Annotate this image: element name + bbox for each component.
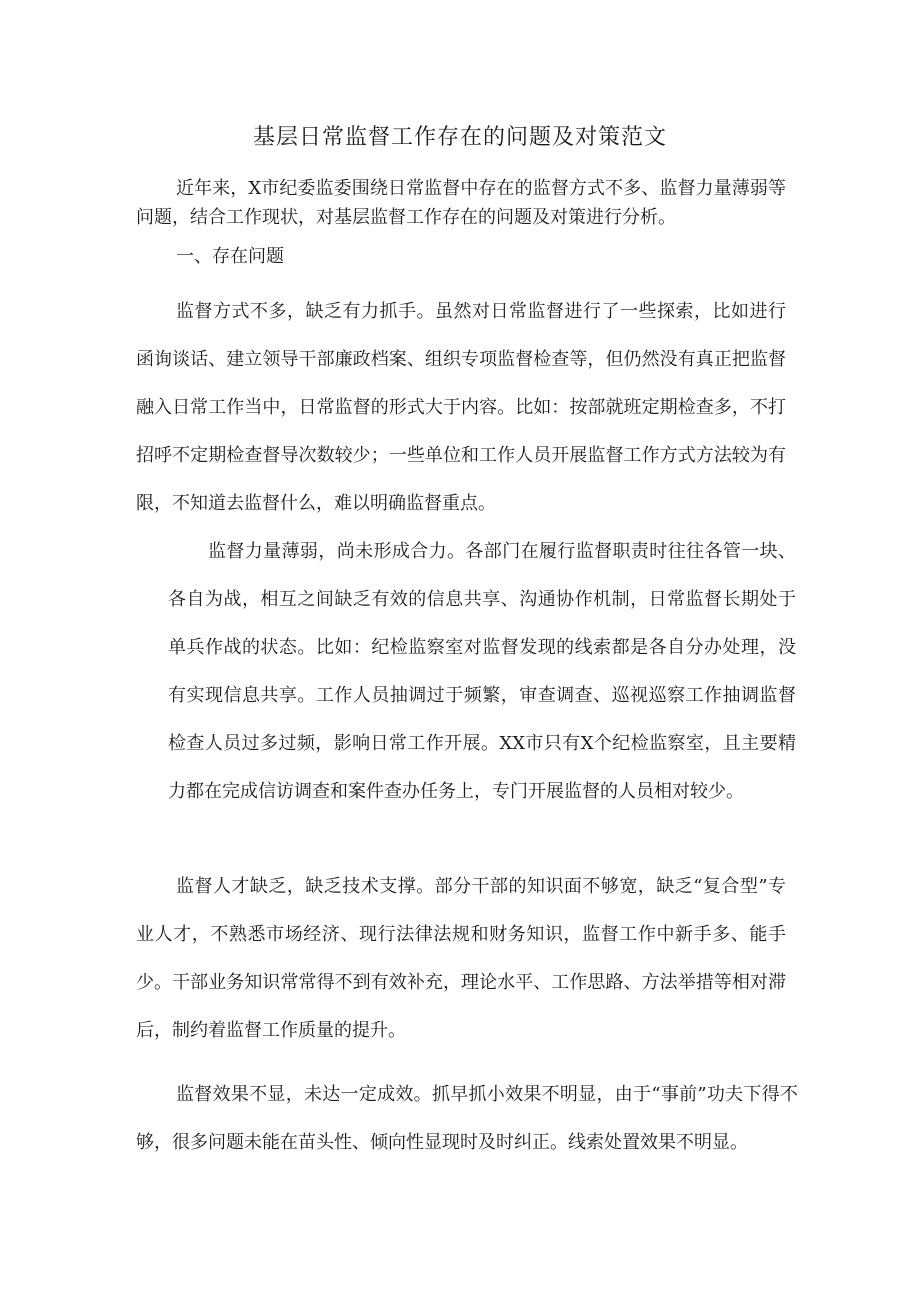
paragraph-supervision-strength: 监督力量薄弱，尚未形成合力。各部门在履行监督职责时往往各管一块、各自为战，相互之间缺乏有效的信息共享、沟通协作机制，日常监督长期处于单兵作战的状态。比如：纪检监察室对监督发现的线索都是各自分办处理，没有实现信息共享。工作人员抽调过于频繁，审查调查、巡视巡察工作抽调监督检查人员过多过频，影响日常工作开展。XX市只有X个纪检监察室，且主要精力都在完成信访调查和案件查办任务上，专门开展监督的人员相对较少。 <box>168 541 796 802</box>
document-title: 基层日常监督工作存在的问题及对策范文 <box>252 125 667 150</box>
paragraph-supervision-methods: 监督方式不多，缺乏有力抓手。虽然对日常监督进行了一些探索，比如进行函询谈话、建立领导干部廉政档案、组织专项监督检查等，但仍然没有真正把监督融入日常工作当中，日常监督的形式大于内容。比如：按部就班定期检查多，不打招呼不定期检查督导次数较少；一些单位和工作人员开展监督工作方式方法较为有限，不知道去监督什么，难以明确监督重点。 <box>136 301 786 514</box>
paragraph-supervision-effect: 监督效果不显，未达一定成效。抓早抓小效果不明显，由于“事前”功夫下得不够，很多问题未能在苗头性、倾向性显现时及时纠正。线索处置效果不明显。 <box>136 1084 798 1153</box>
paragraph-supervision-talent: 监督人才缺乏，缺乏技术支撑。部分干部的知识面不够宽，缺乏“复合型”专业人才，不熟悉市场经济、现行法律法规和财务知识，监督工作中新手多、能手少。干部业务知识常常得不到有效补充，理论水平、工作思路、方法举措等相对滞后，制约着监督工作质量的提升。 <box>136 876 786 1041</box>
section-heading: 一、存在问题 <box>176 246 284 267</box>
intro-paragraph: 近年来，X市纪委监委围绕日常监督中存在的监督方式不多、监督力量薄弱等问题，结合工作现状，对基层监督工作存在的问题及对策进行分析。 <box>136 178 786 228</box>
